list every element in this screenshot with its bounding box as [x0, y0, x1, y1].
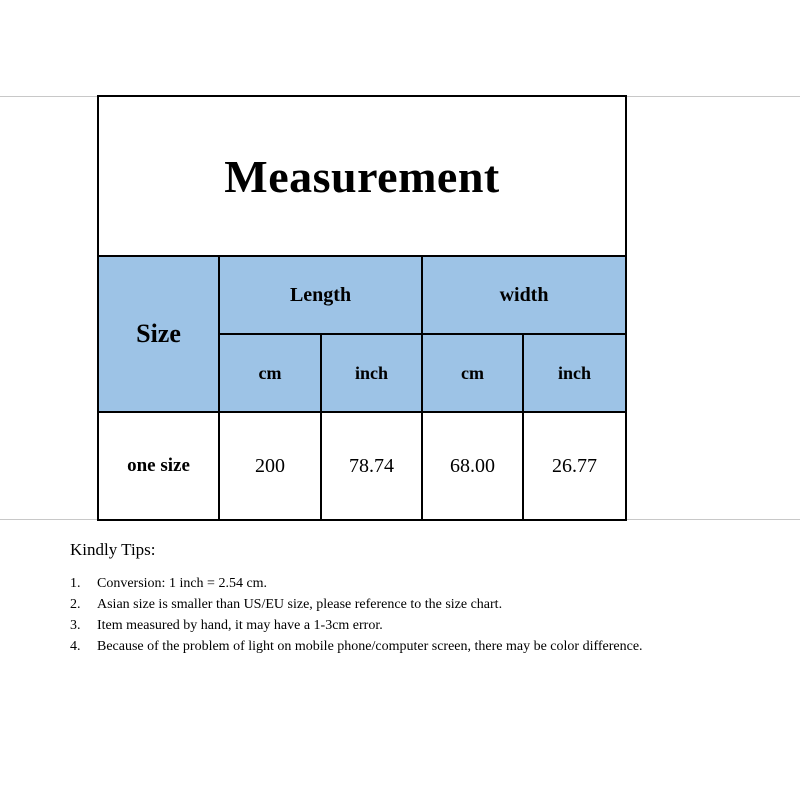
measurement-table [97, 95, 627, 521]
length-inch-value: 78.74 [321, 412, 422, 520]
list-number: 1. [70, 576, 81, 591]
width-cm-value: 68.00 [422, 412, 523, 520]
tips-section [70, 540, 720, 658]
width-cm-header: cm [422, 334, 523, 412]
list-text: Asian size is smaller than US/EU size, please reference to the size chart. [97, 597, 503, 612]
list-item [70, 574, 720, 594]
list-item [70, 595, 720, 615]
list-number: 3. [70, 618, 81, 633]
list-item [70, 637, 720, 657]
list-text: Item measured by hand, it may have a 1-3cm error. [97, 618, 383, 633]
tips-list [70, 574, 720, 657]
row-label: one size [98, 412, 219, 520]
list-number: 4. [70, 639, 81, 654]
list-text: Because of the problem of light on mobile phone/computer screen, there may be color difference. [97, 639, 643, 654]
width-header: width [422, 256, 626, 334]
table-title: Measurement [98, 96, 626, 256]
length-cm-value: 200 [219, 412, 321, 520]
list-item [70, 616, 720, 636]
size-header: Size [98, 256, 219, 412]
length-inch-header: inch [321, 334, 422, 412]
table-row [98, 412, 626, 520]
length-cm-header: cm [219, 334, 321, 412]
list-number: 2. [70, 597, 81, 612]
width-inch-header: inch [523, 334, 626, 412]
length-header: Length [219, 256, 422, 334]
tips-title: Kindly Tips: [70, 540, 156, 559]
width-inch-value: 26.77 [523, 412, 626, 520]
list-text: Conversion: 1 inch = 2.54 cm. [97, 576, 268, 591]
